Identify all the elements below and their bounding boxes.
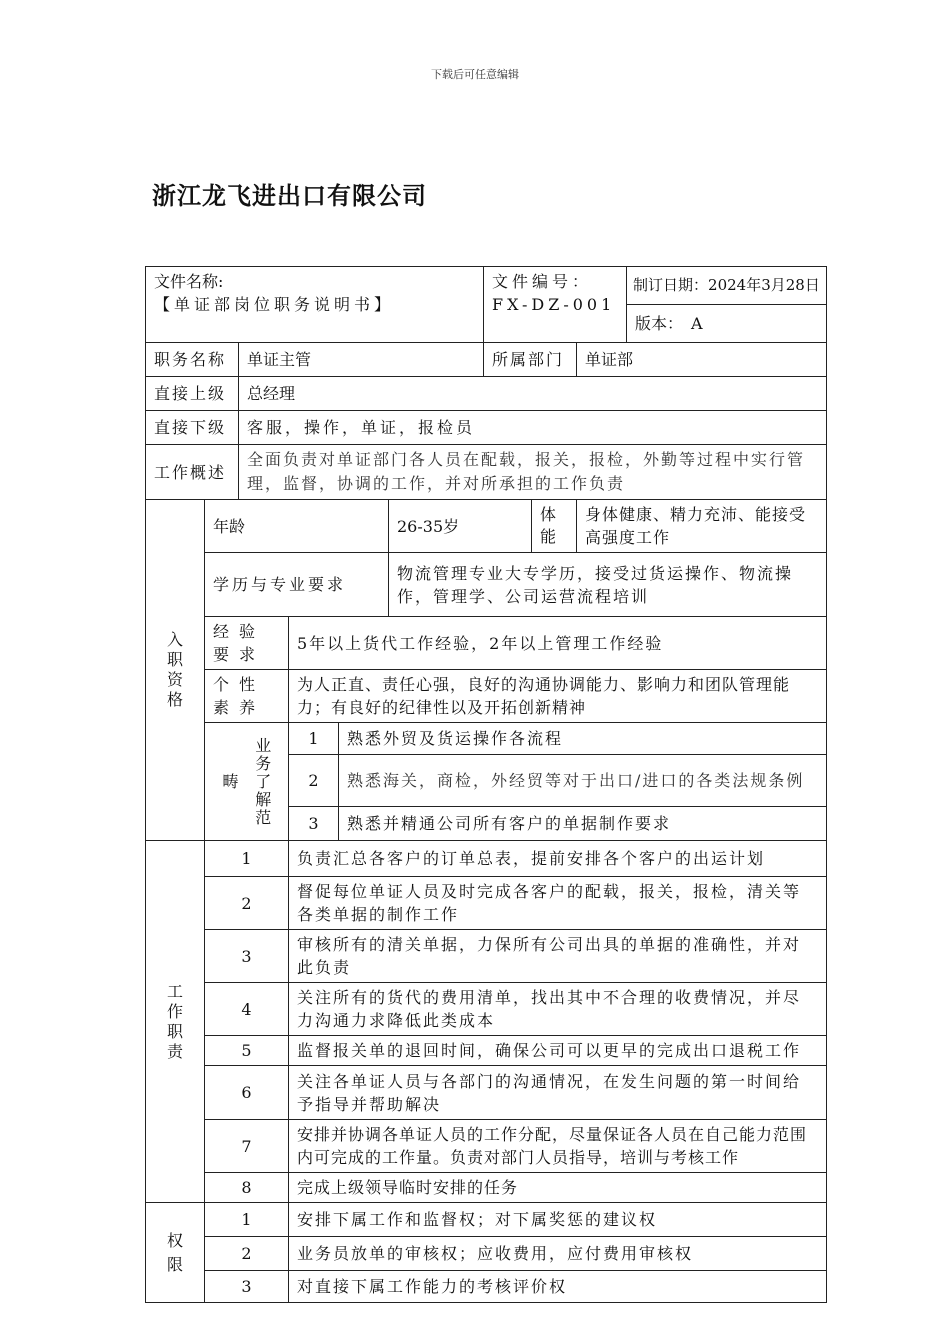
authority-text: 对直接下属工作能力的考核评价权	[289, 1271, 827, 1303]
experience-label: 经验要求	[205, 617, 289, 670]
duties-section-label	[146, 841, 205, 1203]
position-row	[146, 343, 827, 377]
knowledge-label-right	[239, 723, 289, 841]
overview-label: 工作概述	[146, 445, 239, 500]
duty-text: 关注所有的货代的费用清单，找出其中不合理的收费情况，并尽力沟通力求降低此类成本	[289, 983, 827, 1036]
duty-text: 督促每位单证人员及时完成各客户的配载，报关，报检，清关等各类单据的制作工作	[289, 877, 827, 930]
duty-no: 2	[205, 877, 289, 930]
duty-row	[146, 1173, 827, 1203]
experience-row	[146, 617, 827, 670]
knowledge-text: 熟悉外贸及货运操作各流程	[339, 723, 827, 755]
authority-no: 2	[205, 1237, 289, 1271]
physique-value: 身体健康、精力充沛、能接受高强度工作	[577, 500, 827, 553]
duty-no: 1	[205, 841, 289, 877]
version: 版本： A	[627, 305, 827, 343]
duty-no: 5	[205, 1036, 289, 1066]
knowledge-no: 1	[289, 723, 339, 755]
subordinate-label: 直接下级	[146, 411, 239, 445]
knowledge-no: 3	[289, 807, 339, 841]
overview-value: 全面负责对单证部门各人员在配载，报关，报检，外勤等过程中实行管理，监督，协调的工作，并对所承担的工作负责	[239, 445, 827, 500]
education-row	[146, 553, 827, 617]
duty-no: 3	[205, 930, 289, 983]
company-name: 浙江龙飞进出口有限公司	[152, 182, 427, 210]
knowledge-no: 2	[289, 755, 339, 807]
duty-no: 6	[205, 1066, 289, 1120]
file-no: 文件编号：FX-DZ-001	[484, 267, 627, 343]
duty-text: 完成上级领导临时安排的任务	[289, 1173, 827, 1203]
education-label: 学历与专业要求	[205, 553, 389, 617]
duty-row	[146, 841, 827, 877]
authority-row	[146, 1203, 827, 1237]
file-name-label: 文件名称:	[154, 272, 224, 291]
dept-value: 单证部	[577, 343, 827, 377]
authority-text: 安排下属工作和监督权；对下属奖惩的建议权	[289, 1203, 827, 1237]
duty-no: 4	[205, 983, 289, 1036]
age-row	[146, 500, 827, 553]
duty-row	[146, 1066, 827, 1120]
physique-label	[532, 500, 577, 553]
authority-no: 1	[205, 1203, 289, 1237]
duty-text: 关注各单证人员与各部门的沟通情况，在发生问题的第一时间给予指导并帮助解决	[289, 1066, 827, 1120]
issue-date: 制订日期：2024年3月28日	[627, 267, 827, 305]
file-name-cell	[146, 267, 484, 343]
authority-row	[146, 1271, 827, 1303]
duty-no: 8	[205, 1173, 289, 1203]
superior-value: 总经理	[239, 377, 827, 411]
knowledge-label-left-text: 畴	[222, 772, 239, 791]
personality-row	[146, 670, 827, 723]
duty-no: 7	[205, 1120, 289, 1173]
personality-value: 为人正直、责任心强，良好的沟通协调能力、影响力和团队管理能力；有良好的纪律性以及开拓创新精神	[289, 670, 827, 723]
superior-row	[146, 377, 827, 411]
title-value: 单证主管	[239, 343, 484, 377]
education-value: 物流管理专业大专学历，接受过货运操作、物流操作，管理学、公司运营流程培训	[389, 553, 827, 617]
header-note: 下载后可任意编辑	[431, 68, 519, 81]
age-label: 年龄	[205, 500, 389, 553]
knowledge-label-left	[205, 723, 239, 841]
duty-row	[146, 983, 827, 1036]
authority-section-label	[146, 1203, 205, 1303]
duty-row	[146, 930, 827, 983]
authority-label-text: 权限	[167, 1230, 184, 1274]
personality-label: 个性素养	[205, 670, 289, 723]
knowledge-label-right-text: 业务了解范	[255, 735, 272, 827]
duty-row	[146, 1036, 827, 1066]
knowledge-row-1	[146, 723, 827, 755]
duty-text: 安排并协调各单证人员的工作分配，尽量保证各人员在自己能力范围内可完成的工作量。负责对部门人员指导，培训与考核工作	[289, 1120, 827, 1173]
doc-info-row-1	[146, 267, 827, 305]
duty-text: 监督报关单的退回时间，确保公司可以更早的完成出口退税工作	[289, 1036, 827, 1066]
duty-row	[146, 1120, 827, 1173]
duty-row	[146, 877, 827, 930]
age-value: 26-35岁	[389, 500, 532, 553]
overview-row	[146, 445, 827, 500]
title-label: 职务名称	[146, 343, 239, 377]
physique-label-text: 体能	[540, 505, 557, 546]
experience-value: 5年以上货代工作经验，2年以上管理工作经验	[289, 617, 827, 670]
duty-text: 负责汇总各客户的订单总表，提前安排各个客户的出运计划	[289, 841, 827, 877]
duties-label-text: 工作职责	[167, 981, 184, 1061]
qualifications-label-text: 入职资格	[167, 630, 184, 709]
file-name-value: 【单证部岗位职务说明书】	[154, 295, 395, 314]
superior-label: 直接上级	[146, 377, 239, 411]
qualifications-section-label	[146, 500, 205, 841]
dept-label: 所属部门	[484, 343, 577, 377]
authority-row	[146, 1237, 827, 1271]
job-description-table	[145, 266, 827, 1303]
authority-no: 3	[205, 1271, 289, 1303]
subordinate-row	[146, 411, 827, 445]
knowledge-text: 熟悉海关，商检，外经贸等对于出口/进口的各类法规条例	[339, 755, 827, 807]
knowledge-text: 熟悉并精通公司所有客户的单据制作要求	[339, 807, 827, 841]
duty-text: 审核所有的清关单据，力保所有公司出具的单据的准确性，并对此负责	[289, 930, 827, 983]
subordinate-value: 客服，操作，单证，报检员	[239, 411, 827, 445]
authority-text: 业务员放单的审核权；应收费用，应付费用审核权	[289, 1237, 827, 1271]
